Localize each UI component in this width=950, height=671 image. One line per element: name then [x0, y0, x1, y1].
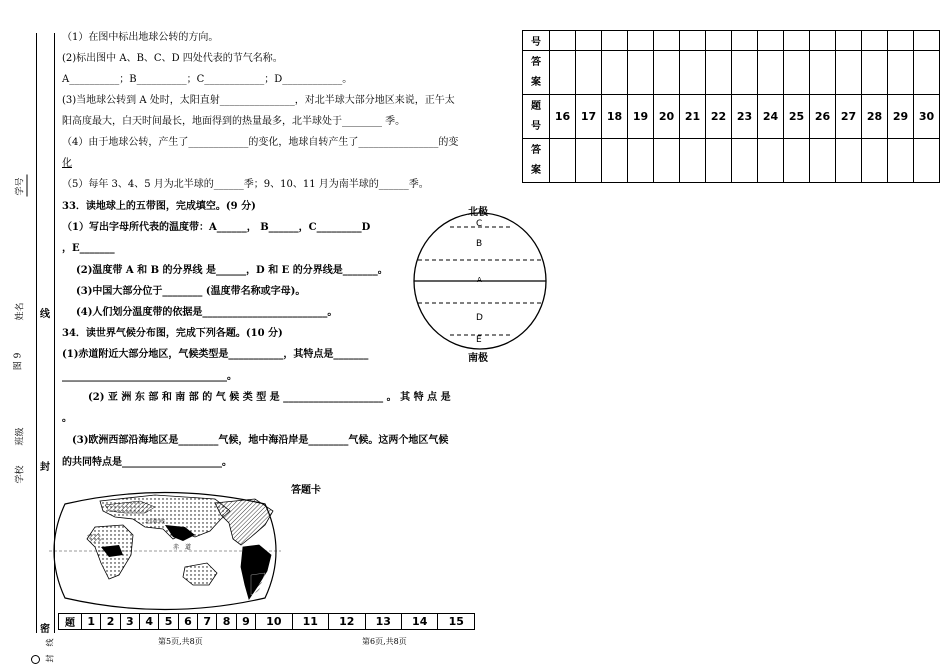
- school-label: 学校: [15, 465, 26, 484]
- question-number-cell: 23: [732, 95, 758, 139]
- question-number-cell: 29: [888, 95, 914, 139]
- row-label-answer-2: 答 案: [523, 139, 550, 183]
- answer-cell[interactable]: [914, 139, 940, 183]
- answer-cell[interactable]: [914, 31, 940, 51]
- answer-cell[interactable]: [836, 31, 862, 51]
- answer-cell[interactable]: [550, 51, 576, 95]
- answer-cell[interactable]: [784, 51, 810, 95]
- question-number-cell: 11: [292, 614, 328, 630]
- answer-card-title: 答题卡: [291, 485, 321, 496]
- q34-3b: 的共同特点是____________________。: [62, 457, 232, 468]
- q33-1: （1）写出字母所代表的温度带：A______， B______，C_________D: [62, 222, 371, 233]
- question-number-cell: 19: [628, 95, 654, 139]
- q33-3: (3)中国大部分位于________ (温度带名称或字母)。: [76, 286, 306, 297]
- question-number-cell: 15: [438, 614, 475, 630]
- student-id-label: 学号: [15, 177, 26, 196]
- footer-page-left: 第5页,共8页: [158, 637, 203, 646]
- answer-cell[interactable]: [862, 31, 888, 51]
- answer-cell[interactable]: [576, 31, 602, 51]
- answer-cell[interactable]: [706, 51, 732, 95]
- answer-cell[interactable]: [680, 51, 706, 95]
- question-number-cell: 2: [101, 614, 120, 630]
- answer-cell[interactable]: [602, 51, 628, 95]
- answer-cell[interactable]: [810, 139, 836, 183]
- question-number-cell: 16: [550, 95, 576, 139]
- question-number-cell: 14: [401, 614, 437, 630]
- question-number-cell: 9: [236, 614, 255, 630]
- zone-label-e: E: [476, 335, 482, 345]
- name-label: 姓名: [15, 302, 26, 321]
- question-number-cell: 24: [758, 95, 784, 139]
- q32-line3: A__________；B__________；C____________；D____________。: [62, 74, 353, 85]
- class-label: 班级: [15, 427, 26, 446]
- question-number-cell: 17: [576, 95, 602, 139]
- answer-cell[interactable]: [758, 51, 784, 95]
- answer-cell[interactable]: [732, 51, 758, 95]
- seal-mi: 密: [40, 624, 50, 635]
- question-number-cell: 13: [365, 614, 401, 630]
- zone-label-b: B: [476, 239, 483, 249]
- q32-line4: (3)当地球公转到 A 处时，太阳直射_______________，对北半球大部分地区来说，正午太: [62, 95, 455, 106]
- answer-cell[interactable]: [654, 51, 680, 95]
- zone-label-c: C: [476, 219, 483, 229]
- answer-cell[interactable]: [602, 31, 628, 51]
- answer-cell[interactable]: [602, 139, 628, 183]
- question-number-cell: 4: [140, 614, 159, 630]
- q32-line2: (2)标出图中 A、B、C、D 四处代表的节气名称。: [62, 53, 283, 64]
- q34-title: 34．读世界气候分布图，完成下列各题。(10 分): [62, 328, 283, 339]
- q32-line1: （1）在图中标出地球公转的方向。: [62, 32, 219, 43]
- binding-line-outer: [36, 33, 37, 633]
- answer-cell[interactable]: [758, 139, 784, 183]
- answer-cell[interactable]: [784, 139, 810, 183]
- zone-label-a: A: [477, 276, 482, 284]
- question-number-cell: 12: [329, 614, 365, 630]
- zone-label-d: D: [476, 313, 483, 323]
- question-number-cell: 10: [256, 614, 292, 630]
- answer-cell[interactable]: [628, 31, 654, 51]
- answer-cell[interactable]: [758, 31, 784, 51]
- q33-2: (2)温度带 A 和 B 的分界线 是______，D 和 E 的分界线是_______。: [76, 265, 388, 276]
- question-number-cell: 7: [198, 614, 217, 630]
- answer-cell[interactable]: [706, 139, 732, 183]
- question-number-cell: 26: [810, 95, 836, 139]
- q32-line7: 化: [62, 158, 72, 169]
- q34-1: (1)赤道附近大部分地区，气候类型是___________，其特点是_______: [62, 349, 369, 360]
- answer-cell[interactable]: [732, 31, 758, 51]
- map-tropic-label: 北回归线: [145, 519, 166, 525]
- answer-cell[interactable]: [550, 139, 576, 183]
- south-pole-label: 南极: [468, 353, 488, 364]
- q32-line6: （4）由于地球公转，产生了____________的变化，地球自转产生了________________的变: [62, 137, 459, 148]
- question-number-cell: 5: [159, 614, 178, 630]
- answer-cell[interactable]: [680, 139, 706, 183]
- answer-cell[interactable]: [576, 51, 602, 95]
- q34-2: (2) 亚 洲 东 部 和 南 部 的 气 候 类 型 是 ____________________ 。 其 特 点 是: [88, 392, 451, 403]
- question-number-cell: 27: [836, 95, 862, 139]
- answer-cell[interactable]: [654, 139, 680, 183]
- answer-cell[interactable]: [914, 51, 940, 95]
- row-label-hao: 号: [523, 31, 550, 51]
- question-number-cell: 6: [178, 614, 197, 630]
- answer-cell[interactable]: [628, 139, 654, 183]
- answer-table-right: [522, 30, 940, 183]
- q32-line5: 阳高度最大，白天时间最长，地面得到的热量最多，北半球处于________ 季。: [62, 116, 406, 127]
- question-number-cell: 8: [217, 614, 236, 630]
- question-number-cell: 20: [654, 95, 680, 139]
- answer-table-header: 题: [59, 614, 82, 630]
- seal-feng-xian: 封 线: [45, 638, 55, 663]
- question-number-cell: 1: [82, 614, 101, 630]
- q33-1b: ，E_______: [62, 243, 115, 254]
- question-number-cell: 28: [862, 95, 888, 139]
- fill-line-id: [27, 175, 28, 197]
- north-pole-label: 北极: [468, 207, 488, 218]
- answer-table-1-15: [58, 613, 475, 630]
- seal-feng: 封: [40, 462, 50, 473]
- q34-1b: _________________________________。: [62, 371, 237, 382]
- q34-3: (3)欧洲西部沿海地区是________气候，地中海沿岸是________气候。这两个地区气候: [72, 435, 449, 446]
- question-number-cell: 22: [706, 95, 732, 139]
- figure-9-label: 图 9: [13, 352, 24, 371]
- answer-cell[interactable]: [732, 139, 758, 183]
- q33-title: 33．读地球上的五带图，完成填空。(9 分): [62, 201, 256, 212]
- answer-cell[interactable]: [862, 139, 888, 183]
- answer-cell[interactable]: [888, 51, 914, 95]
- answer-cell[interactable]: [680, 31, 706, 51]
- answer-cell[interactable]: [576, 139, 602, 183]
- answer-cell[interactable]: [810, 31, 836, 51]
- answer-cell[interactable]: [784, 31, 810, 51]
- answer-cell[interactable]: [628, 51, 654, 95]
- q32-line8: （5）每年 3、4、5 月为北半球的______季；9、10、11 月为南半球的______季。: [62, 179, 429, 190]
- world-climate-map: [45, 489, 285, 613]
- question-number-cell: 30: [914, 95, 940, 139]
- answer-cell[interactable]: [888, 31, 914, 51]
- binding-hole: [31, 655, 40, 664]
- answer-cell[interactable]: [836, 51, 862, 95]
- question-number-cell: 3: [120, 614, 139, 630]
- row-label-question-number: 题 号: [523, 95, 550, 139]
- seal-xian: 线: [40, 309, 50, 320]
- answer-cell[interactable]: [836, 139, 862, 183]
- q33-4: (4)人们划分温度带的依据是_________________________。: [76, 307, 338, 318]
- footer-page-right: 第6页,共8页: [362, 637, 407, 646]
- answer-cell[interactable]: [654, 31, 680, 51]
- answer-cell[interactable]: [706, 31, 732, 51]
- answer-cell[interactable]: [810, 51, 836, 95]
- question-number-cell: 25: [784, 95, 810, 139]
- question-number-cell: 21: [680, 95, 706, 139]
- map-equator-label: 赤 道: [173, 544, 192, 551]
- q34-2b: 。: [62, 413, 72, 424]
- answer-cell[interactable]: [888, 139, 914, 183]
- answer-cell[interactable]: [862, 51, 888, 95]
- question-number-cell: 18: [602, 95, 628, 139]
- row-label-answer: 答 案: [523, 51, 550, 95]
- answer-cell[interactable]: [550, 31, 576, 51]
